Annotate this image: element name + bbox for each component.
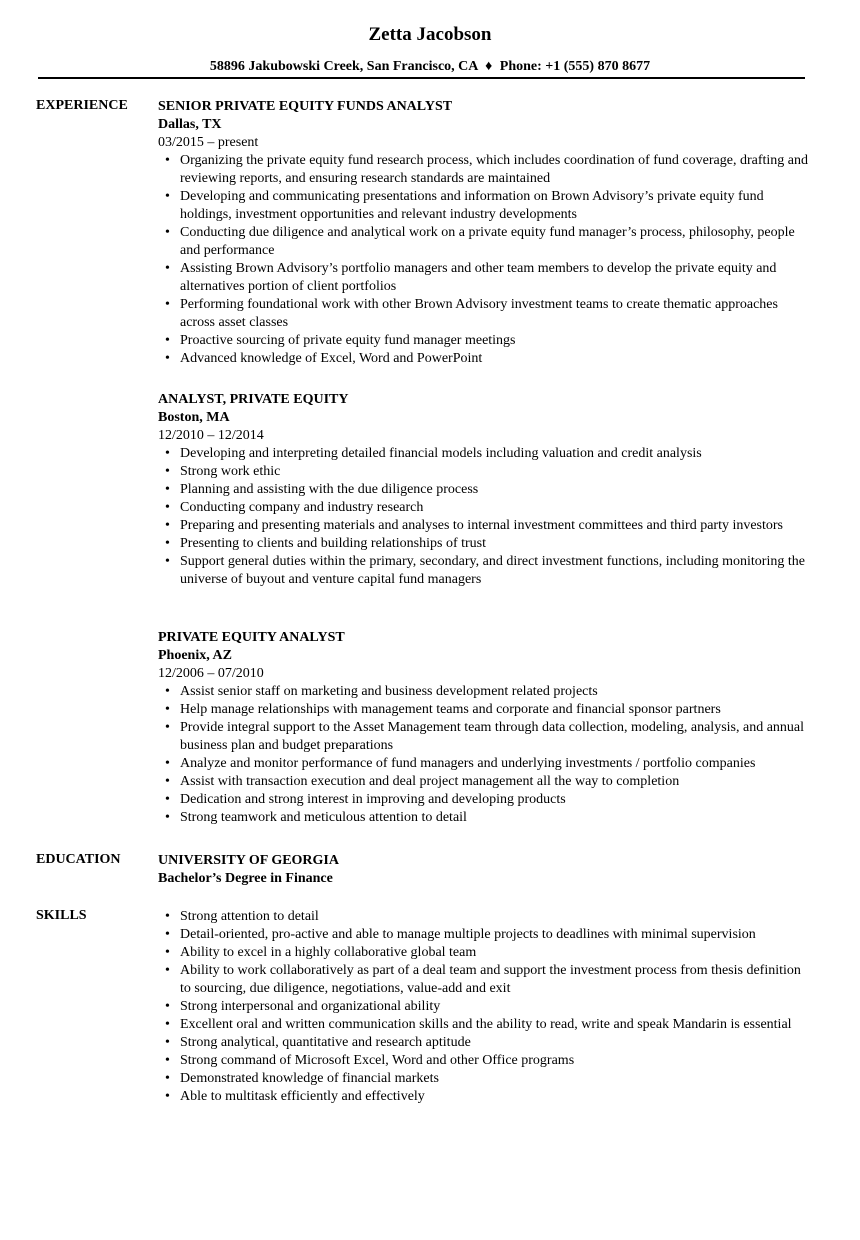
address-text: 58896 Jakubowski Creek, San Francisco, CA [209,59,478,74]
job-entry [158,629,808,827]
contact-line [0,59,860,75]
section-label-education: EDUCATION [36,852,121,867]
list-item: • Excellent oral and written communication skills and the ability to read, write and speak Mandarin is essential [158,1016,808,1034]
job-title: SENIOR PRIVATE EQUITY FUNDS ANALYST [158,99,453,114]
list-item: • Help manage relationships with management teams and corporate and financial sponsor partners [158,701,808,719]
diamond-separator-icon: ♦ [485,59,493,74]
header-divider [38,77,805,79]
list-item: • Preparing and presenting materials and analyses to internal investment committees and third party investors [158,517,808,535]
list-item: • Conducting due diligence and analytical work on a private equity fund manager’s process, philosophy, people and performance [158,224,808,260]
skills-entry [158,908,808,1106]
list-item: • Ability to work collaboratively as part of a deal team and support the investment process from thesis definition to sourcing, due diligence, negotiations, value-add and exit [158,962,808,998]
list-item: • Presenting to clients and building relationships of trust [158,535,808,553]
job-entry [158,98,808,368]
list-item: • Organizing the private equity fund research process, which includes coordination of fund coverage, drafting and reviewing reports, and ensuring research standards are maintained [158,152,808,188]
skills-bullet-list [158,908,808,1106]
list-item: • Able to multitask efficiently and effectively [158,1088,808,1106]
job-location: Boston, MA [158,410,230,425]
list-item: • Performing foundational work with other Brown Advisory investment teams to create thematic approaches across asset classes [158,296,808,332]
school-name: UNIVERSITY OF GEORGIA [158,853,339,868]
list-item: • Assist with transaction execution and deal project management all the way to completion [158,773,808,791]
job-entry [158,391,808,589]
degree-name: Bachelor’s Degree in Finance [158,871,333,886]
job-location: Phoenix, AZ [158,648,232,663]
education-entry [158,852,808,888]
list-item: • Strong interpersonal and organizational ability [158,998,808,1016]
job-bullet-list [158,445,808,589]
job-dates: 12/2010 – 12/2014 [158,428,264,443]
list-item: • Developing and communicating presentations and information on Brown Advisory’s private equity fund holdings, investment opportunities and relevant industry developments [158,188,808,224]
job-title: PRIVATE EQUITY ANALYST [158,630,345,645]
job-location: Dallas, TX [158,117,222,132]
list-item: • Assisting Brown Advisory’s portfolio managers and other team members to develop the private equity and alternatives portion of client portfolios [158,260,808,296]
section-label-skills: SKILLS [36,908,87,923]
list-item: • Strong attention to detail [158,908,808,926]
list-item: • Advanced knowledge of Excel, Word and PowerPoint [158,350,808,368]
list-item: • Demonstrated knowledge of financial markets [158,1070,808,1088]
list-item: • Analyze and monitor performance of fund managers and underlying investments / portfolio companies [158,755,808,773]
list-item: • Detail-oriented, pro-active and able to manage multiple projects to deadlines with minimal supervision [158,926,808,944]
list-item: • Strong work ethic [158,463,808,481]
job-bullet-list [158,152,808,368]
job-dates: 03/2015 – present [158,135,259,150]
section-label-experience: EXPERIENCE [36,98,128,113]
list-item: • Conducting company and industry research [158,499,808,517]
phone-text: Phone: +1 (555) 870 8677 [499,59,651,74]
list-item: • Support general duties within the primary, secondary, and direct investment functions, including monitoring the universe of buyout and venture capital fund managers [158,553,808,589]
list-item: • Strong command of Microsoft Excel, Word and other Office programs [158,1052,808,1070]
list-item: • Proactive sourcing of private equity fund manager meetings [158,332,808,350]
list-item: • Developing and interpreting detailed financial models including valuation and credit analysis [158,445,808,463]
list-item: • Planning and assisting with the due diligence process [158,481,808,499]
list-item: • Strong teamwork and meticulous attention to detail [158,809,808,827]
job-title: ANALYST, PRIVATE EQUITY [158,392,349,407]
job-bullet-list [158,683,808,827]
list-item: • Strong analytical, quantitative and research aptitude [158,1034,808,1052]
candidate-name: Zetta Jacobson [368,24,492,45]
list-item: • Dedication and strong interest in improving and developing products [158,791,808,809]
list-item: • Assist senior staff on marketing and business development related projects [158,683,808,701]
list-item: • Ability to excel in a highly collaborative global team [158,944,808,962]
job-dates: 12/2006 – 07/2010 [158,666,264,681]
list-item: • Provide integral support to the Asset Management team through data collection, modeling, analysis, and annual business plan and budget preparations [158,719,808,755]
